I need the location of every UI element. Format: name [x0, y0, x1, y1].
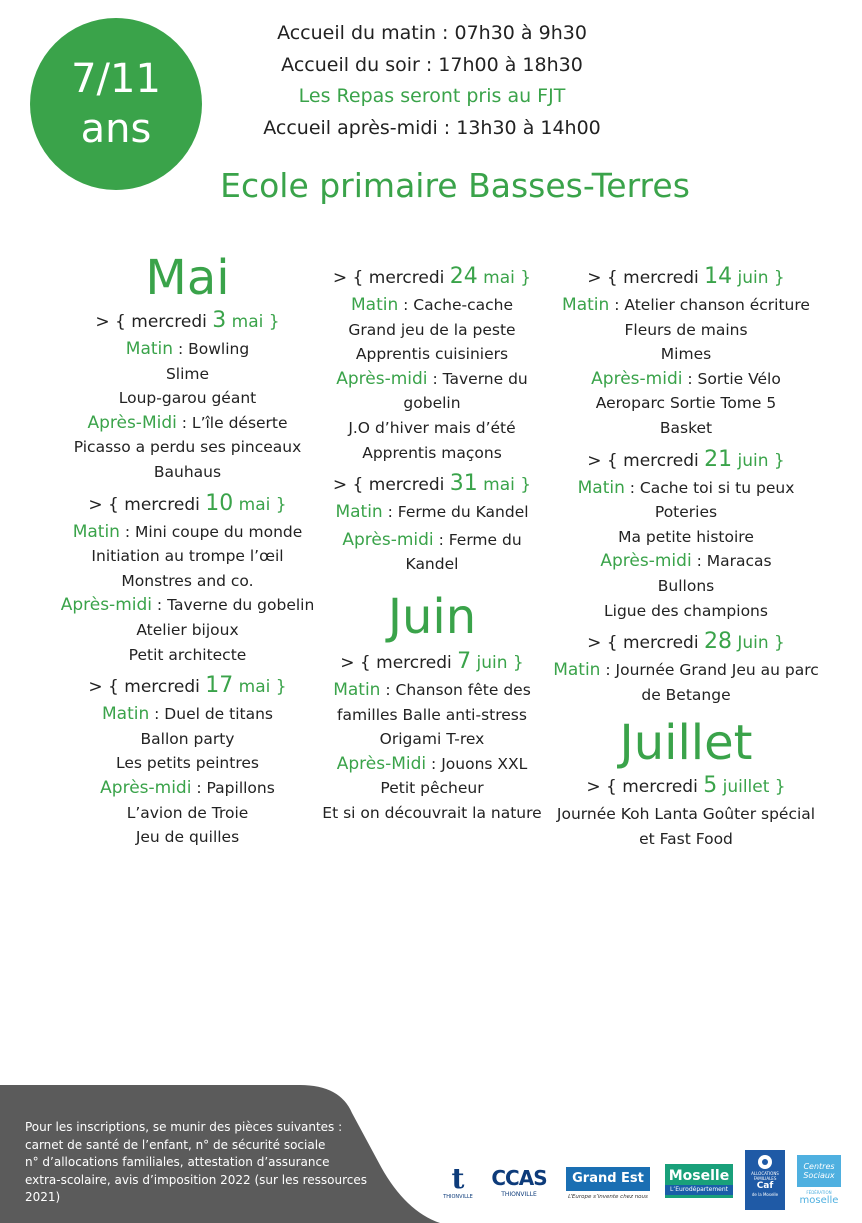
text-segment: > { mercredi [332, 268, 450, 288]
age-badge [30, 18, 202, 190]
registration-line: carnet de santé de l’enfant, n° de sécurité sociale [25, 1137, 326, 1152]
text-segment: 31 [449, 471, 478, 497]
activity: familles Balle anti-stress [337, 705, 527, 724]
text-segment: : Taverne du [427, 369, 528, 388]
text-segment: mai } [477, 475, 532, 496]
text-segment: > { mercredi [340, 652, 458, 673]
month-title-may: Mai [145, 250, 230, 306]
text-segment: Matin [553, 660, 601, 681]
text-segment: Après-Midi [336, 753, 427, 774]
text-segment: mai } [233, 677, 287, 698]
text-segment: > { mercredi [587, 633, 704, 654]
text-segment: : Cache-cache [398, 296, 514, 314]
activity: Apprentis maçons [362, 443, 502, 462]
activity: Aeroparc Sortie Tome 5 [595, 394, 777, 413]
activity: Loup-garou géant [118, 389, 257, 408]
afternoon-line [318, 528, 546, 553]
text-segment: Matin [333, 679, 381, 700]
text-segment: Matin [101, 704, 150, 725]
month-title-july: Juillet [619, 715, 753, 772]
day-heading [318, 469, 546, 500]
text-segment: : Chanson fête des [380, 680, 531, 699]
day-block [318, 647, 546, 826]
text-segment: : Duel de titans [149, 705, 273, 724]
moselle-logo: Moselle L’Eurodépartement [665, 1164, 733, 1198]
month-title-june: Juin [387, 588, 477, 645]
text-segment: : Maracas [691, 552, 772, 571]
text-segment: 17 [205, 673, 234, 699]
activity: Grand jeu de la peste [348, 320, 516, 339]
morning-line [318, 678, 546, 703]
caf-logo: ALLOCATIONS FAMILIALES Caf de la Moselle [745, 1150, 785, 1210]
text-segment: : Mini coupe du monde [119, 522, 303, 541]
text-segment: Matin [577, 477, 625, 498]
morning-line [318, 500, 546, 525]
text-segment: 10 [205, 490, 234, 516]
morning-line [548, 476, 824, 501]
text-segment: 7 [457, 648, 472, 674]
text-segment: 21 [704, 446, 733, 472]
activity: L’avion de Troie [126, 803, 249, 822]
text-segment: 28 [703, 629, 732, 655]
activity: Kandel [405, 555, 459, 574]
activity: de Betange [641, 685, 731, 704]
meals-note: Les Repas seront pris au FJT [298, 85, 566, 107]
registration-line: n° d’allocations familiales, attestation d’assurance [25, 1155, 330, 1169]
text-segment: 3 [212, 308, 227, 333]
text-segment: 24 [449, 264, 478, 289]
day-heading [55, 306, 320, 337]
afternoon-line [55, 776, 320, 801]
text-segment: juin } [471, 652, 524, 673]
text-segment: Après-midi [591, 368, 683, 389]
text-segment: > { mercredi [587, 268, 705, 288]
activity: et Fast Food [639, 829, 733, 848]
ccas-logo: CCAS THIONVILLE [491, 1165, 547, 1198]
morning-line [55, 702, 320, 727]
day-heading [55, 489, 320, 520]
day-block [55, 306, 320, 485]
activity: Picasso a perdu ses pinceaux [73, 438, 302, 457]
age-range: 7/11 [71, 56, 161, 102]
day-block [55, 671, 320, 850]
day-heading [55, 671, 320, 702]
day-heading [318, 262, 546, 293]
text-segment: Après-midi [336, 368, 428, 389]
text-segment: > { mercredi [587, 450, 705, 471]
text-segment: Après-midi [60, 595, 152, 616]
activity: Ma petite histoire [618, 527, 754, 546]
text-segment: : Cache toi si tu peux [624, 478, 795, 497]
morning-line [55, 520, 320, 545]
school-title: Ecole primaire Basses-Terres [220, 166, 690, 205]
day-block [548, 771, 824, 851]
afternoon-line [548, 367, 824, 392]
activity: Ligue des champions [604, 601, 768, 620]
registration-line: extra-scolaire, avis d’imposition 2022 (sur les ressources 2021) [25, 1172, 367, 1204]
activity: Monstres and co. [121, 571, 254, 590]
text-segment: : Journée Grand Jeu au parc [600, 661, 819, 680]
activity: Poteries [654, 503, 718, 522]
text-segment: Après-Midi [87, 412, 177, 433]
column-june-july [548, 262, 824, 852]
text-segment: 14 [704, 264, 733, 289]
text-segment: juin } [732, 450, 785, 471]
activity: Jeu de quilles [135, 828, 240, 847]
hours-evening: Accueil du soir : 17h00 à 18h30 [281, 53, 583, 76]
text-segment: : L’île déserte [176, 413, 288, 432]
text-segment: Matin [335, 502, 383, 523]
text-segment: Après-midi [100, 777, 192, 798]
day-heading [548, 262, 824, 293]
caf-emblem-icon [755, 1153, 775, 1171]
text-segment: : Bowling [173, 340, 250, 358]
activity: Slime [165, 364, 210, 383]
day-block [548, 445, 824, 624]
day-heading [548, 627, 824, 658]
text-segment: : Ferme du [433, 530, 522, 549]
centres-sociaux-logo: Centres Sociaux FÉDÉRATION moselle [797, 1150, 841, 1210]
text-segment: > { mercredi [95, 312, 213, 332]
text-segment: : Ferme du Kandel [382, 503, 529, 522]
activity: Ballon party [140, 729, 235, 748]
activity: Petit pêcheur [380, 779, 484, 798]
afternoon-line [55, 411, 320, 436]
text-segment: juillet } [717, 777, 786, 798]
activity: Et si on découvrait la nature [322, 803, 542, 822]
activity: Petit architecte [128, 645, 247, 664]
text-segment: > { mercredi [332, 475, 450, 496]
text-segment: > { mercredi [88, 677, 206, 698]
text-segment: Matin [562, 295, 610, 315]
text-segment: Après-midi [342, 529, 434, 550]
hours-afternoon: Accueil après-midi : 13h30 à 14h00 [263, 116, 601, 139]
day-heading [548, 771, 824, 802]
text-segment: Juin } [731, 633, 785, 654]
opening-hours [230, 18, 634, 144]
text-segment: mai } [477, 268, 532, 288]
age-unit: ans [80, 106, 152, 152]
activity: Initiation au trompe l’œil [91, 547, 284, 566]
activity: gobelin [403, 394, 461, 413]
text-segment: Matin [72, 521, 120, 542]
activity: Fleurs de mains [624, 320, 748, 339]
column-may [55, 250, 320, 850]
text-segment: > { mercredi [88, 494, 206, 515]
activity: Les petits peintres [116, 754, 259, 773]
text-segment: Après-midi [600, 551, 692, 572]
text-segment: mai } [233, 494, 287, 515]
day-block [318, 262, 546, 465]
text-segment: Matin [350, 295, 399, 315]
hours-morning: Accueil du matin : 07h30 à 9h30 [277, 22, 587, 44]
column-may-june [318, 262, 546, 826]
morning-line [548, 293, 824, 318]
activity: Origami T-rex [379, 730, 485, 749]
text-segment: : Jouons XXL [426, 754, 528, 773]
activity: Bullons [657, 576, 715, 595]
activity: Bauhaus [153, 462, 222, 481]
text-segment: Matin [125, 339, 174, 359]
morning-line [318, 293, 546, 318]
day-block [55, 489, 320, 668]
grand-est-logo: Grand Est L’Europe s’invente chez nous [566, 1164, 650, 1202]
afternoon-line [55, 593, 320, 618]
afternoon-line [318, 752, 546, 777]
day-heading [318, 647, 546, 678]
text-segment: > { mercredi [586, 777, 704, 798]
activity: Atelier bijoux [136, 620, 239, 639]
text-segment: mai } [226, 312, 280, 332]
registration-info [25, 1119, 385, 1207]
text-segment: : Taverne du gobelin [152, 596, 315, 615]
registration-line: Pour les inscriptions, se munir des pièces suivantes : [25, 1120, 343, 1134]
thionville-logo: t THIONVILLE [443, 1162, 473, 1200]
day-heading [548, 445, 824, 476]
afternoon-line [318, 367, 546, 392]
afternoon-line [548, 549, 824, 574]
activity: J.O d’hiver mais d’été [348, 418, 516, 437]
day-block [318, 469, 546, 577]
text-segment: : Sortie Vélo [682, 369, 781, 388]
activity: Mimes [660, 345, 712, 364]
day-block [548, 627, 824, 707]
activity: Basket [659, 418, 713, 437]
day-block [548, 262, 824, 441]
text-segment: 5 [703, 773, 718, 799]
text-segment: : Papillons [191, 778, 275, 797]
morning-line [55, 337, 320, 362]
text-segment: juin } [732, 268, 785, 288]
morning-line [548, 658, 824, 683]
text-segment: : Atelier chanson écriture [609, 296, 810, 314]
activity: Journée Koh Lanta Goûter spécial [556, 805, 816, 824]
activity: Apprentis cuisiniers [355, 345, 509, 364]
